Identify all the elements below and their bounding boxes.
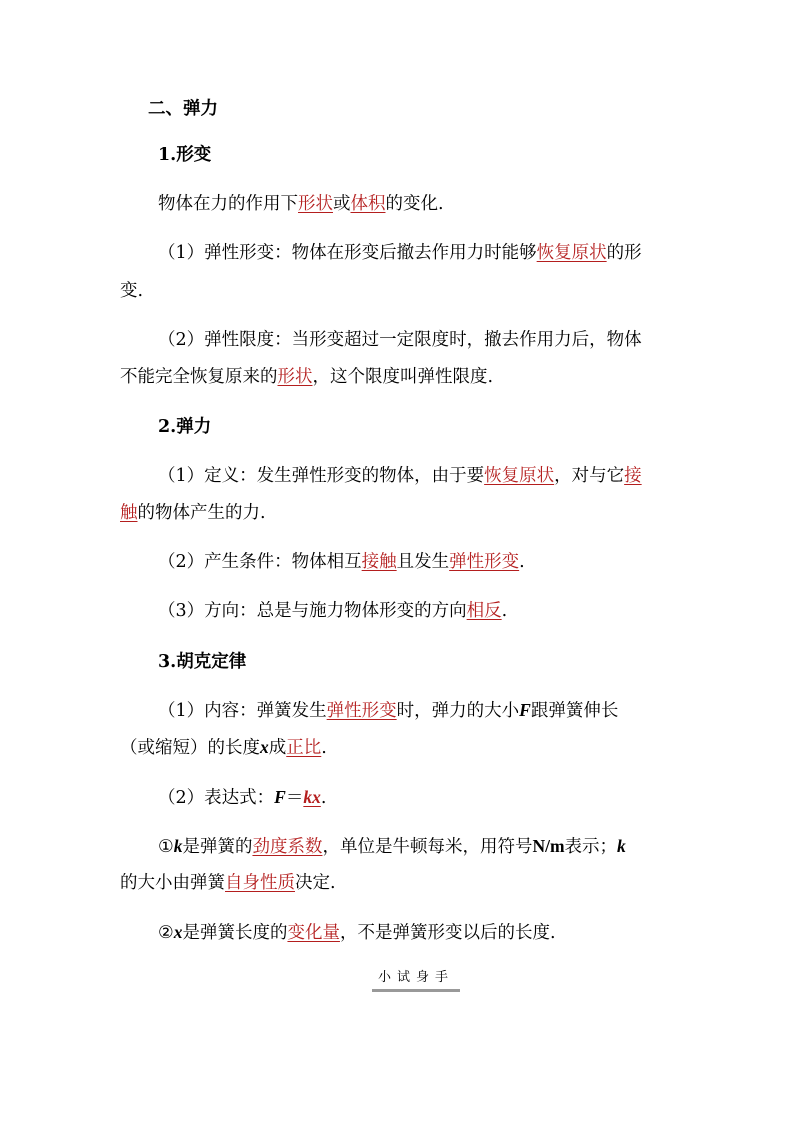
deformation-definition: 物体在力的作用下形状或体积的变化. bbox=[158, 194, 444, 214]
answer-blank: kx bbox=[303, 787, 321, 807]
elastic-force-condition: （2）产生条件：物体相互接触且发生弹性形变. bbox=[158, 552, 525, 572]
note-k-line1: ①k是弹簧的劲度系数，单位是牛顿每米，用符号N/m表示；k bbox=[158, 836, 626, 857]
answer-blank: 自身性质 bbox=[225, 873, 295, 893]
answer-blank: 恢复原状 bbox=[484, 466, 555, 486]
section-heading: 二、弹力 bbox=[148, 99, 218, 119]
answer-blank: 形状 bbox=[277, 367, 313, 387]
variable-k: k bbox=[617, 836, 626, 856]
answer-blank: 恢复原状 bbox=[536, 243, 607, 263]
variable-x: x bbox=[173, 922, 183, 942]
elastic-limit-line1: （2）弹性限度：当形变超过一定限度时，撤去作用力后，物体 bbox=[158, 330, 642, 350]
elastic-force-definition-line1: （1）定义：发生弹性形变的物体，由于要恢复原状，对与它接 bbox=[158, 466, 642, 486]
label-underline bbox=[372, 989, 460, 992]
answer-blank: 触 bbox=[120, 503, 138, 523]
note-x: ②x是弹簧长度的变化量，不是弹簧形变以后的长度. bbox=[158, 922, 556, 943]
variable-F: F bbox=[274, 787, 286, 807]
answer-blank: 弹性形变 bbox=[449, 552, 520, 572]
practice-section-label: 小试身手 bbox=[372, 968, 460, 994]
answer-blank: 接 bbox=[624, 466, 642, 486]
unit-label: N/m bbox=[532, 836, 565, 856]
answer-blank: 形状 bbox=[298, 194, 333, 214]
variable-F: F bbox=[519, 700, 531, 720]
elastic-force-direction: （3）方向：总是与施力物体形变的方向相反. bbox=[158, 601, 508, 621]
elastic-limit-line2: 不能完全恢复原来的形状，这个限度叫弹性限度. bbox=[120, 367, 494, 387]
answer-blank: 正比 bbox=[286, 738, 322, 758]
answer-blank: 接触 bbox=[361, 552, 397, 572]
note-k-line2: 的大小由弹簧自身性质决定. bbox=[120, 873, 336, 893]
subsection-title-hookes-law: 3.胡克定律 bbox=[158, 652, 247, 672]
elastic-deformation-line1: （1）弹性形变：物体在形变后撤去作用力时能够恢复原状的形 bbox=[158, 243, 642, 263]
hookes-law-expression: （2）表达式：F＝kx. bbox=[158, 787, 327, 808]
variable-k: k bbox=[173, 836, 183, 856]
answer-blank: 相反 bbox=[466, 601, 502, 621]
answer-blank: 劲度系数 bbox=[252, 837, 323, 857]
subsection-title-elastic-force: 2.弹力 bbox=[158, 417, 212, 437]
answer-blank: 体积 bbox=[350, 194, 386, 214]
answer-blank: 变化量 bbox=[287, 923, 340, 943]
subsection-title-deformation: 1.形变 bbox=[158, 145, 212, 165]
hookes-law-content-line1: （1）内容：弹簧发生弹性形变时，弹力的大小F跟弹簧伸长 bbox=[158, 700, 619, 721]
elastic-force-definition-line2: 触的物体产生的力. bbox=[120, 503, 266, 523]
answer-blank: 弹性形变 bbox=[326, 701, 397, 721]
variable-x: x bbox=[260, 737, 269, 757]
elastic-deformation-line2: 变. bbox=[120, 281, 144, 301]
hookes-law-content-line2: （或缩短）的长度x成正比. bbox=[120, 737, 327, 758]
